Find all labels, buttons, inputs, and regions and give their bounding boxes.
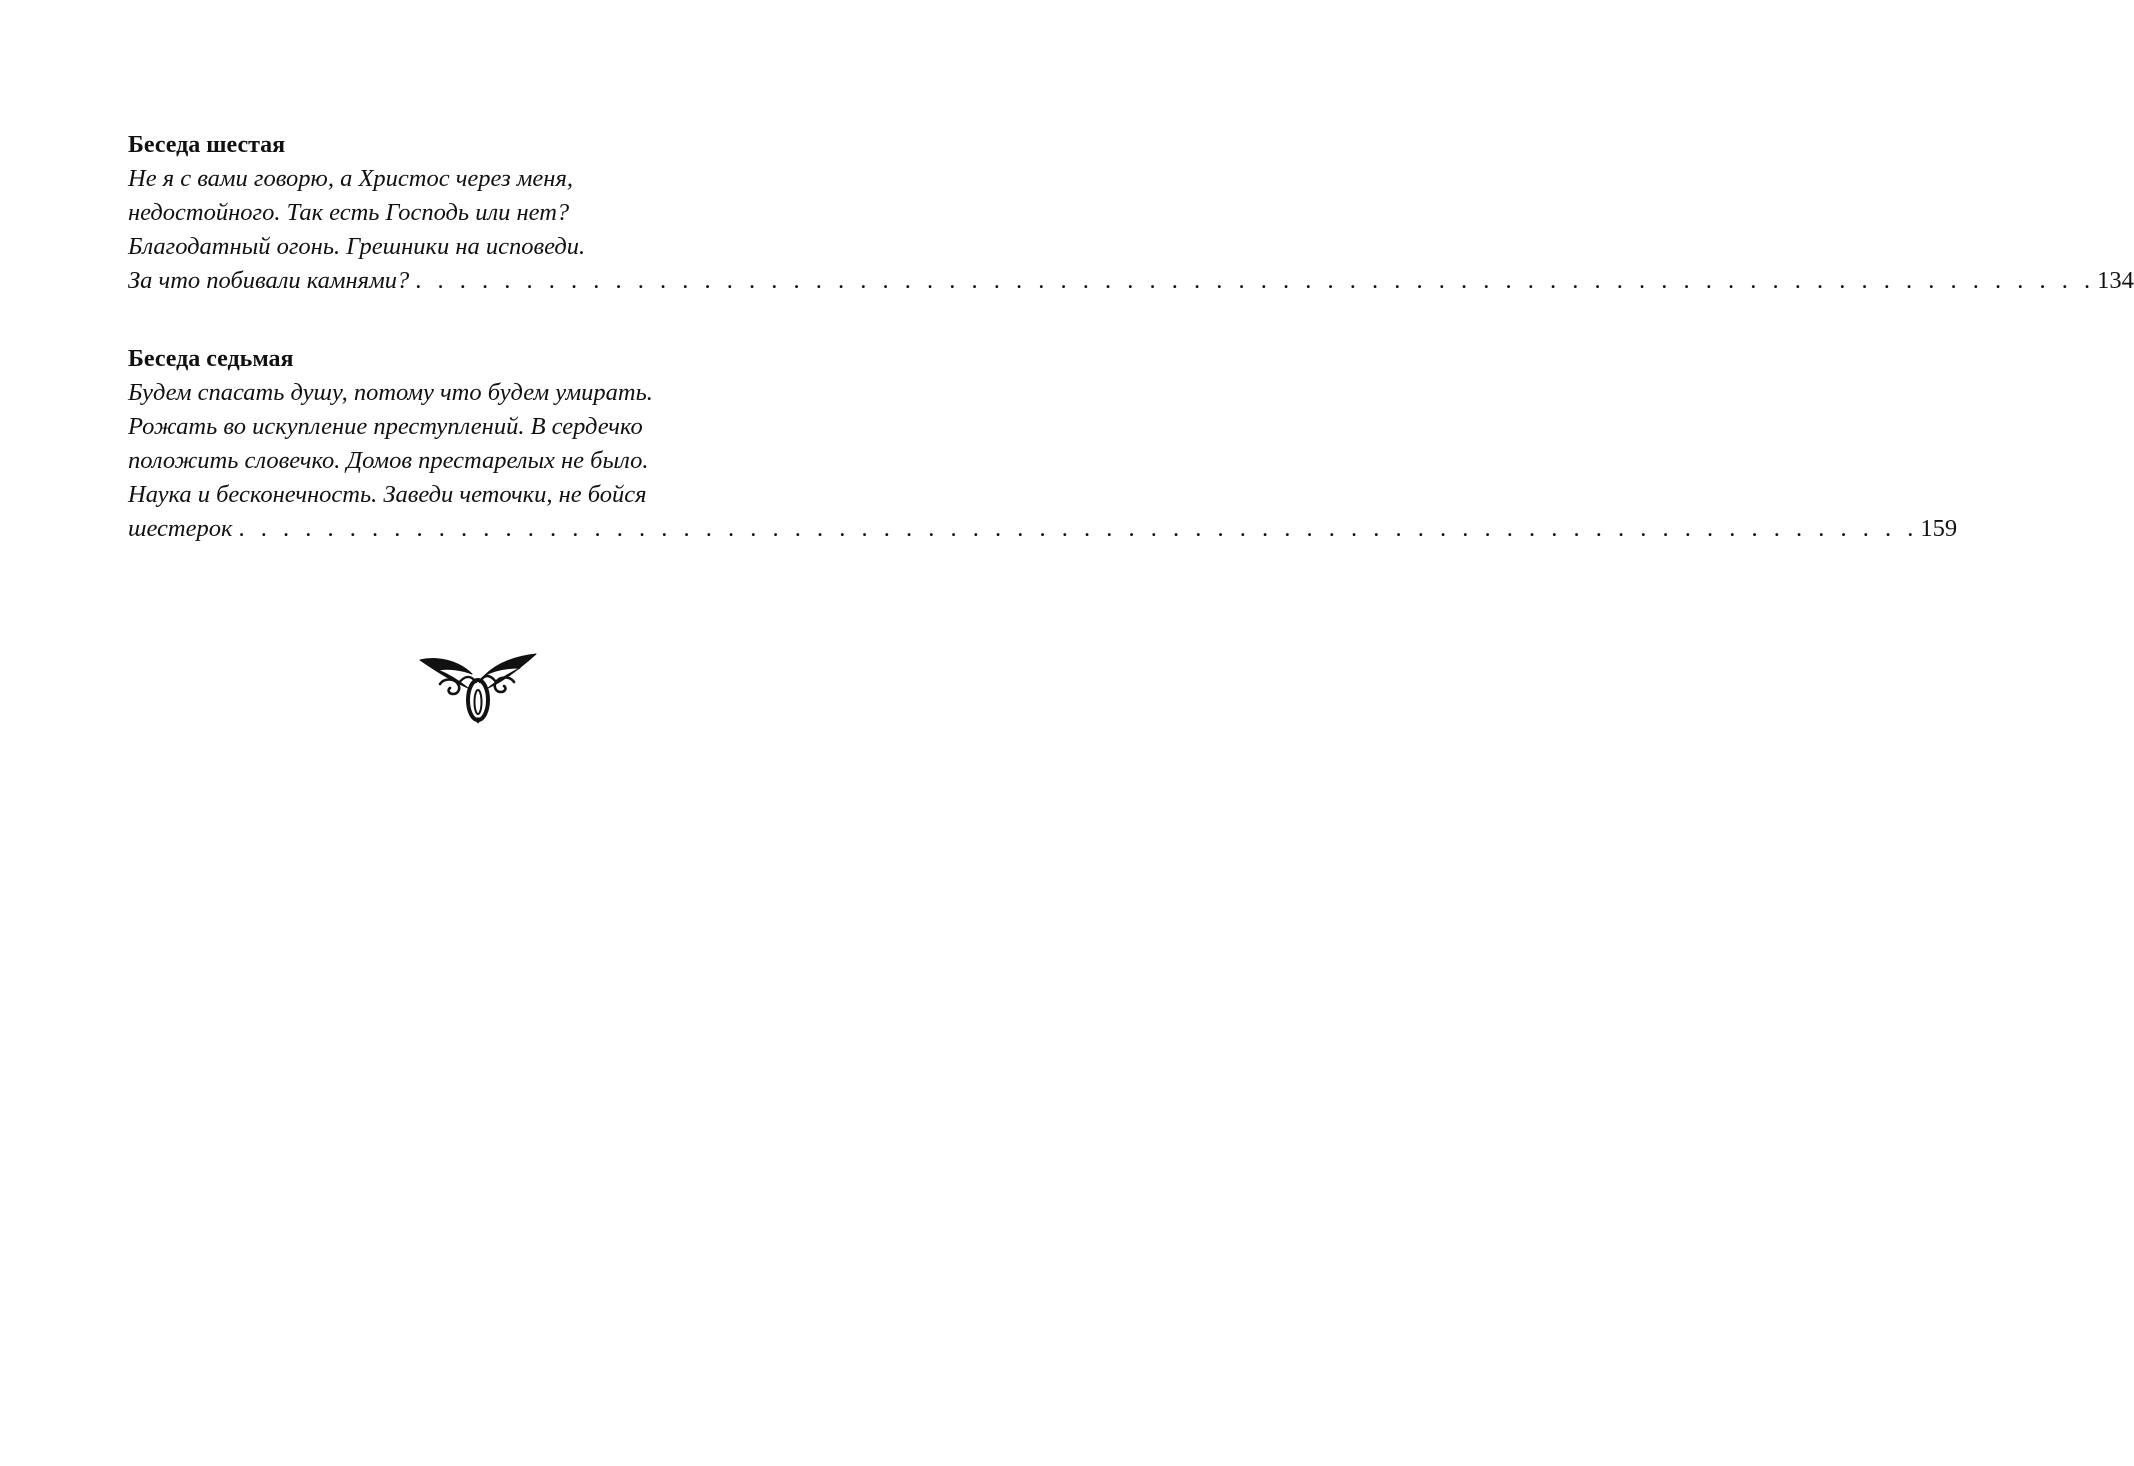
- toc-entry-line: Рожать во искупление преступлений. В сердечко: [128, 413, 643, 440]
- toc-entry-title: Беседа седьмая: [128, 346, 294, 372]
- table-of-contents: [128, 128, 2134, 590]
- toc-page-number[interactable]: 159: [1920, 515, 1958, 542]
- toc-entry-last-line: [128, 512, 1958, 546]
- toc-entry-line: Не я с вами говорю, а Христос через меня,: [128, 165, 573, 192]
- toc-entry-7: [128, 342, 1958, 546]
- dot-leader: . . . . . . . . . . . . . . . . . . . . . . . . . . . . . . . . . . . . . . . . . . . . . . . . . . . . . . . . . . . . . . . . . . . . . . . . . . . .: [415, 267, 2096, 294]
- toc-entry-line: положить словечко. Домов престарелых не было.: [128, 447, 649, 474]
- dot-leader: . . . . . . . . . . . . . . . . . . . . . . . . . . . . . . . . . . . . . . . . . . . . . . . . . . . . . . . . . . . . . . . . . . . . . . . . . . . .: [238, 515, 1919, 542]
- toc-entry-line: Благодатный огонь. Грешники на исповеди.: [128, 233, 586, 260]
- toc-entry-line: Наука и бесконечность. Заведи четочки, не бойся: [128, 481, 647, 508]
- toc-page-number[interactable]: 134: [2097, 267, 2134, 294]
- toc-entry-line: За что побивали камнями?: [128, 267, 410, 294]
- toc-entry-title: Беседа шестая: [128, 132, 286, 158]
- toc-entry-line: Будем спасать душу, потому что будем умирать.: [128, 379, 653, 406]
- toc-entry-line: недостойного. Так есть Господь или нет?: [128, 199, 570, 226]
- toc-entry-last-line: [128, 264, 2134, 298]
- floral-ornament-icon: [418, 652, 538, 724]
- toc-entry-line: шестерок: [128, 515, 233, 542]
- toc-entry-6: [128, 128, 2134, 298]
